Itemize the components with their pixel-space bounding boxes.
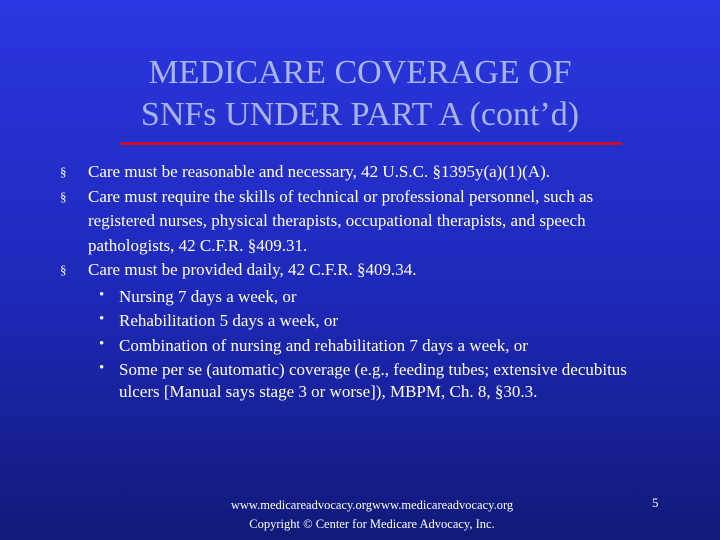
sub-bullet-text: Nursing 7 days a week, or (119, 286, 297, 306)
section-bullet-icon: § (60, 188, 67, 204)
slide-title-line-1: MEDICARE COVERAGE OF (148, 54, 572, 91)
bullet-text: Care must be reasonable and necessary, 42 U.S.C. §1395y(a)(1)(A). (88, 162, 551, 181)
sub-bullet-item (60, 283, 660, 308)
section-bullet-icon: § (60, 164, 67, 179)
bullet-item (60, 160, 660, 185)
bullet-item (60, 185, 660, 259)
sub-bullet-item (60, 332, 660, 357)
title-divider (120, 142, 622, 145)
bullet-text: Care must be provided daily, 42 C.F.R. §409.34. (88, 260, 417, 279)
page-number: 5 (652, 495, 659, 510)
dot-bullet-icon: • (99, 360, 105, 376)
dot-bullet-icon: • (99, 335, 105, 352)
section-bullet-icon: § (60, 262, 67, 277)
bullet-item (60, 258, 660, 283)
dot-bullet-icon: • (99, 286, 105, 303)
sub-bullet-text: Some per se (automatic) coverage (e.g., feeding tubes; extensive decubitus ulcers [Manual says stage 3 or worse]), MBPM, Ch. 8, §30.3. (119, 360, 627, 401)
slide-title (0, 52, 720, 136)
slide-footer (172, 496, 572, 534)
slide-title-line-2: SNFs UNDER PART A (cont’d) (140, 96, 580, 133)
footer-url: www.medicareadvocacy.orgwww.medicareadvocacy.org (230, 498, 514, 512)
sub-bullet-item (60, 356, 660, 402)
bullet-text: Care must require the skills of technical or professional personnel, such as registered nurses, physical therapists, occupational therapists, and speech pathologists, 42 C.F.R. §409.31. (88, 186, 594, 255)
dot-bullet-icon: • (99, 311, 105, 327)
sub-bullet-item (60, 307, 660, 332)
slide-body (60, 160, 660, 402)
sub-bullet-text: Combination of nursing and rehabilitation 7 days a week, or (119, 335, 528, 355)
sub-bullet-text: Rehabilitation 5 days a week, or (119, 311, 339, 330)
footer-copyright: Copyright © Center for Medicare Advocacy, Inc. (249, 517, 495, 531)
